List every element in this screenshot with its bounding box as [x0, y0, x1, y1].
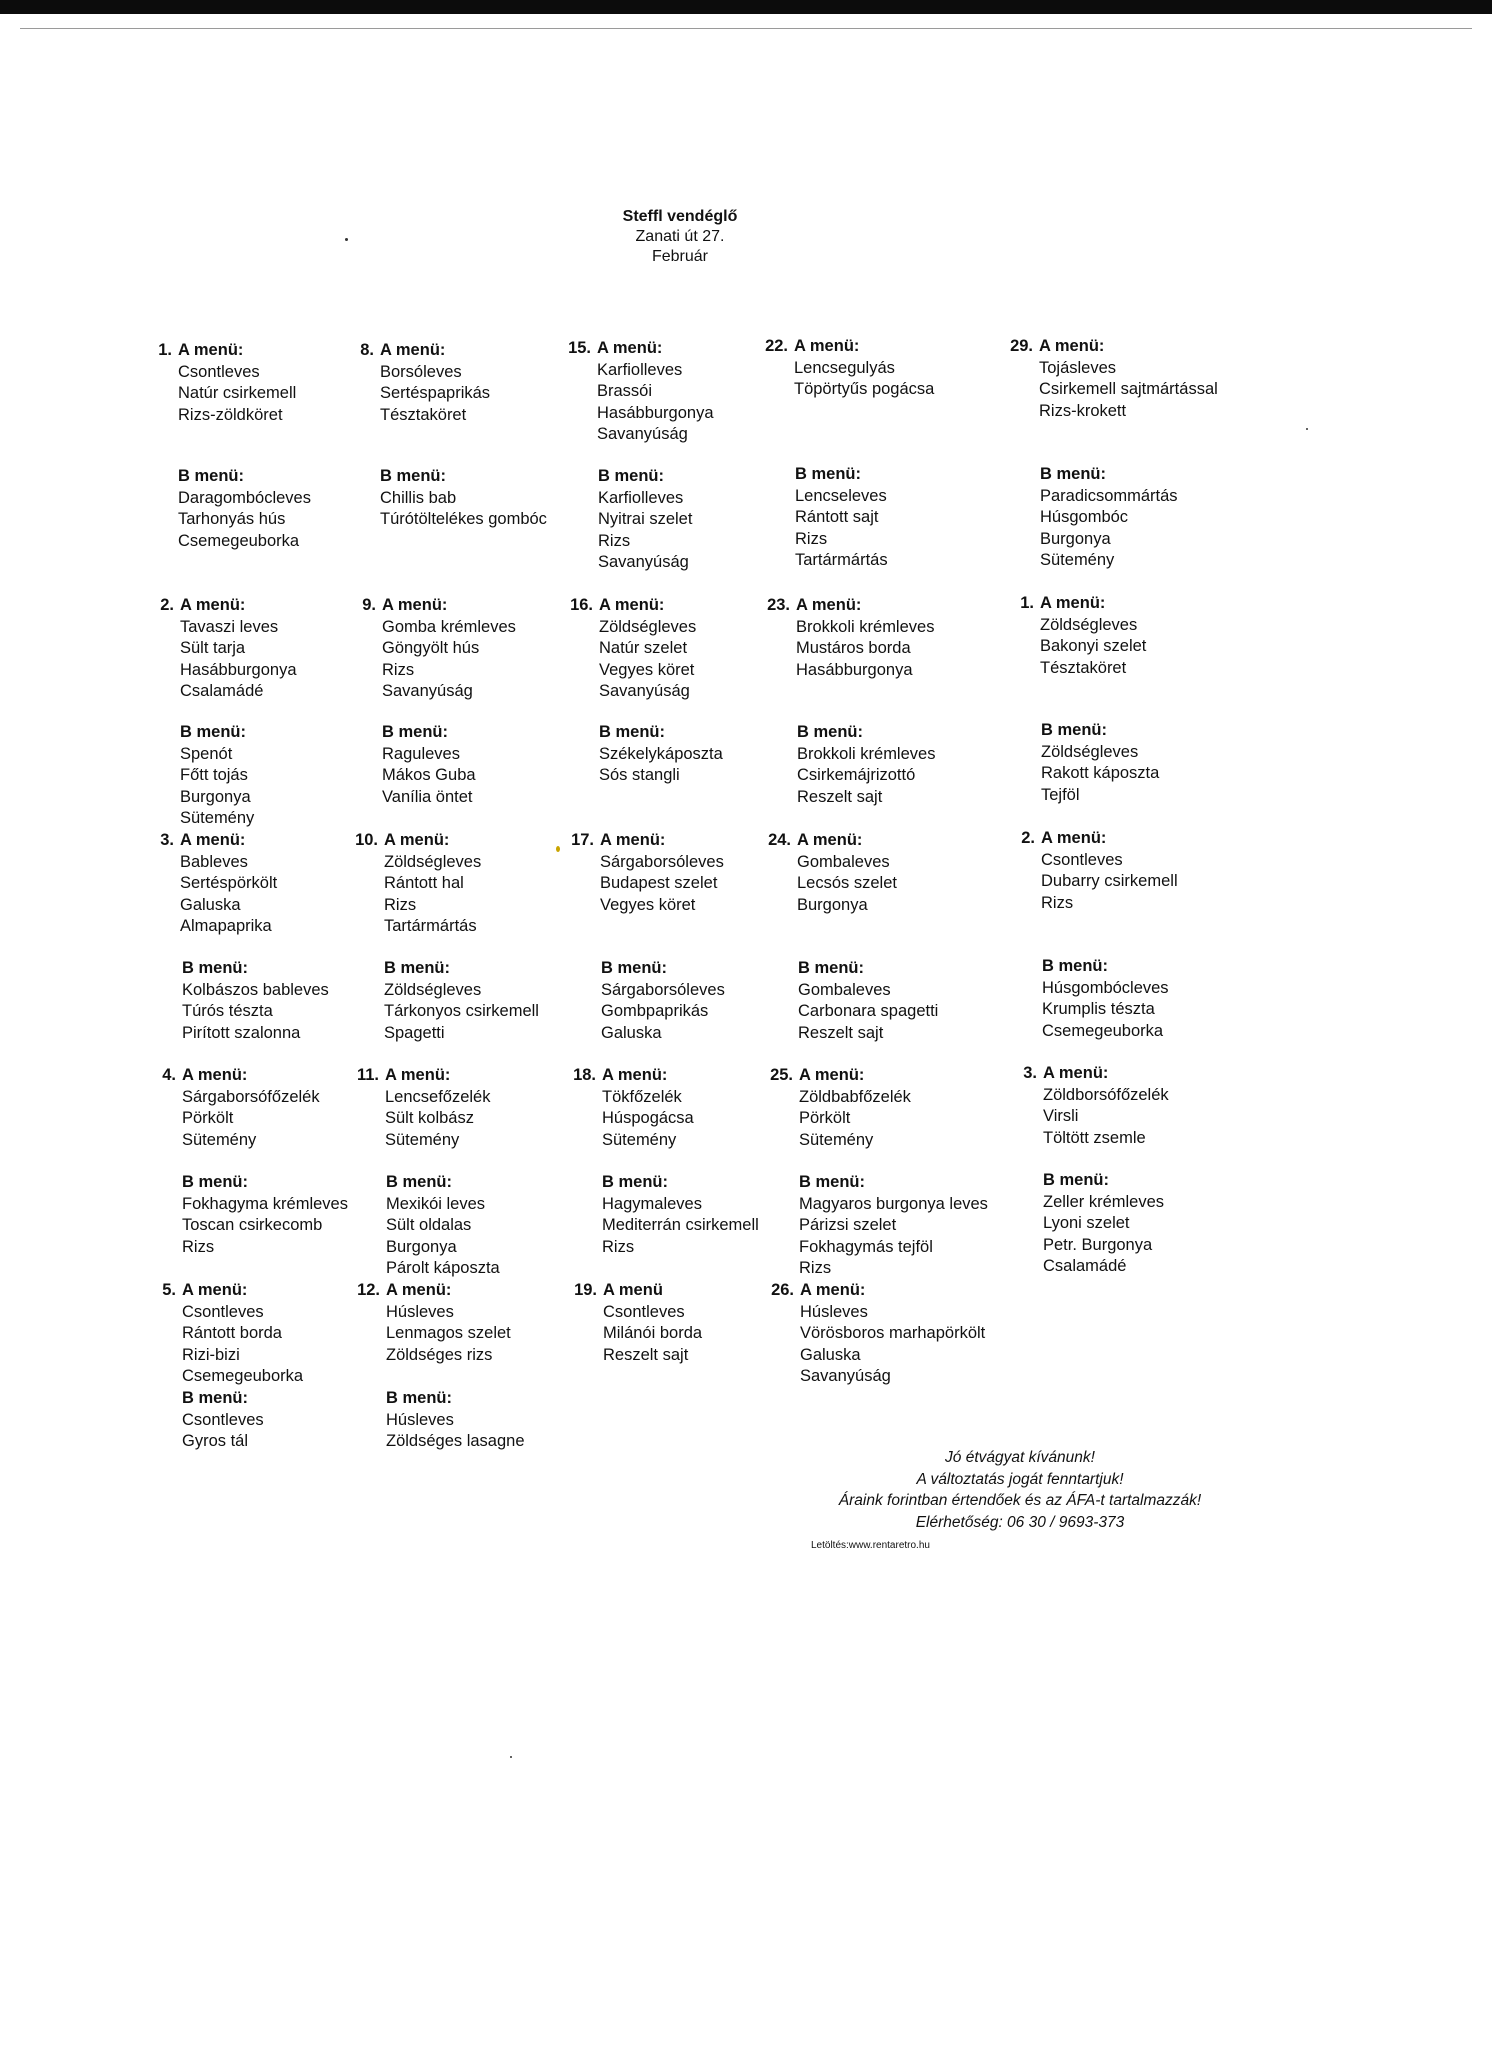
download-source: Letöltés:www.rentaretro.hu	[811, 1540, 930, 1551]
menu-heading: A menü:	[800, 1281, 866, 1299]
menu-entry	[798, 958, 1053, 1044]
menu-heading: B menü:	[382, 723, 448, 741]
day-number: 26.	[771, 1281, 794, 1299]
day-number: 3.	[160, 831, 174, 849]
dish-item: Kolbászos bableves	[182, 980, 329, 999]
dish-item: Krumplis tészta	[1042, 1000, 1155, 1018]
dish-item: Húsgombóc	[1040, 508, 1129, 526]
dish-item: Sült tarja	[180, 639, 246, 657]
menu-heading: B menü:	[599, 723, 665, 741]
dish-item: Budapest szelet	[600, 874, 718, 892]
dish-item: Pörkölt	[182, 1109, 234, 1127]
dish-item: Brokkoli krémleves	[796, 617, 935, 636]
dish-item: Savanyúság	[382, 682, 473, 700]
menu-heading: B menü:	[602, 1173, 668, 1191]
dish-item: Magyaros burgonya leves	[799, 1194, 988, 1213]
dish-item: Székelykáposzta	[599, 744, 723, 763]
menu-heading: A menü:	[599, 596, 665, 614]
menu-heading: B menü:	[178, 467, 244, 485]
dish-item: Chillis bab	[380, 488, 457, 507]
dish-item: Hagymaleves	[602, 1194, 702, 1213]
dish-item: Burgonya	[797, 895, 868, 914]
dish-item: Toscan csirkecomb	[182, 1216, 323, 1234]
day-number: 1.	[1020, 594, 1034, 612]
menu-entry	[795, 464, 1050, 572]
scan-speck	[345, 238, 348, 241]
menu-heading: B menü:	[1041, 721, 1107, 739]
footer-notes	[780, 1447, 1260, 1533]
menu-heading: B menü:	[380, 467, 446, 485]
dish-item: Reszelt sajt	[603, 1345, 689, 1364]
day-number: 17.	[571, 831, 594, 849]
dish-item: Spagetti	[384, 1023, 445, 1042]
dish-item: Göngyölt hús	[382, 639, 480, 657]
menu-heading: A menü:	[1039, 337, 1105, 355]
dish-item: Csalamádé	[1043, 1257, 1127, 1275]
dish-item: Sütemény	[180, 809, 255, 827]
dish-item: Rizs	[602, 1237, 635, 1256]
dish-item: Galuska	[800, 1345, 861, 1364]
dish-item: Milánói borda	[603, 1324, 703, 1342]
dish-item: Rizs	[799, 1259, 832, 1277]
dish-item: Tésztaköret	[1040, 658, 1127, 677]
menu-heading: A menü:	[382, 596, 448, 614]
menu-entry	[1040, 464, 1295, 572]
day-number: 4.	[162, 1066, 176, 1084]
dish-item: Zöldbabfőzelék	[799, 1087, 911, 1106]
dish-item: Mexikói leves	[386, 1194, 486, 1213]
menu-heading: A menü	[603, 1281, 663, 1299]
dish-item: Raguleves	[382, 744, 460, 763]
day-number: 8.	[360, 341, 374, 359]
dish-item: Sütemény	[1040, 551, 1115, 569]
dish-item: Húsleves	[386, 1410, 454, 1429]
dish-item: Sárgaborsóleves	[601, 980, 725, 999]
menu-entry	[771, 1280, 1055, 1388]
dish-item: Petr. Burgonya	[1043, 1235, 1153, 1254]
dish-item: Zöldséges lasagne	[386, 1432, 525, 1450]
dish-item: Karfiolleves	[598, 488, 684, 507]
dish-item: Túrótöltelékes gombóc	[380, 510, 547, 528]
dish-item: Töltött zsemle	[1043, 1128, 1146, 1147]
dish-item: Gombaleves	[798, 980, 891, 999]
dish-item: Csontleves	[182, 1302, 264, 1321]
dish-item: Fokhagyma krémleves	[182, 1194, 348, 1213]
dish-item: Gombpaprikás	[601, 1002, 709, 1020]
dish-item: Galuska	[601, 1023, 662, 1042]
dish-item: Zeller krémleves	[1043, 1192, 1165, 1211]
dish-item: Gomba krémleves	[382, 617, 516, 636]
dish-item: Carbonara spagetti	[798, 1002, 939, 1020]
menu-heading: A menü:	[797, 831, 863, 849]
day-number: 15.	[568, 339, 591, 357]
dish-item: Csemegeuborka	[182, 1367, 304, 1385]
menu-month: Február	[651, 248, 709, 265]
menu-heading: B menü:	[795, 465, 861, 483]
menu-heading: B menü:	[797, 723, 863, 741]
scan-speck	[556, 846, 560, 852]
menu-heading: B menü:	[1040, 465, 1106, 483]
dish-item: Mustáros borda	[796, 639, 911, 657]
scan-speck	[1306, 428, 1308, 430]
dish-item: Vegyes köret	[599, 660, 695, 679]
menu-heading: B menü:	[180, 723, 246, 741]
menu-entry	[799, 1172, 1054, 1280]
menu-entry	[1010, 336, 1294, 422]
dish-item: Tökfőzelék	[602, 1087, 682, 1106]
dish-item: Sült oldalas	[386, 1216, 472, 1234]
menu-heading: A menü:	[794, 337, 860, 355]
menu-heading: A menü:	[386, 1281, 452, 1299]
dish-item: Dubarry csirkemell	[1041, 872, 1178, 890]
menu-entry	[1023, 1063, 1298, 1149]
menu-heading: A menü:	[384, 831, 450, 849]
menu-heading: A menü:	[180, 831, 246, 849]
menu-heading: A menü:	[178, 341, 244, 359]
dish-item: Sertéspaprikás	[380, 384, 491, 402]
menu-entry	[797, 722, 1052, 808]
dish-item: Rizs	[1041, 893, 1074, 912]
dish-item: Vörösboros marhapörkölt	[800, 1324, 986, 1342]
dish-item: Virsli	[1043, 1107, 1079, 1125]
dish-item: Hasábburgonya	[597, 403, 714, 422]
dish-item: Lyoni szelet	[1043, 1214, 1130, 1232]
dish-item: Fokhagymás tejföl	[799, 1237, 933, 1256]
dish-item: Vanília öntet	[382, 787, 473, 806]
dish-item: Burgonya	[180, 787, 251, 806]
menu-heading: A menü:	[597, 339, 663, 357]
menu-entry	[1042, 956, 1297, 1042]
dish-item: Natúr szelet	[599, 639, 688, 657]
menu-entry	[1020, 593, 1295, 679]
dish-item: Rizs-zöldköret	[178, 405, 283, 424]
dish-item: Rizs-krokett	[1039, 401, 1127, 420]
menu-heading: A menü:	[182, 1281, 248, 1299]
dish-item: Csemegeuborka	[1042, 1021, 1164, 1040]
menu-heading: B menü:	[182, 1173, 248, 1191]
dish-item: Tésztaköret	[380, 405, 467, 424]
dish-item: Lecsós szelet	[797, 874, 897, 892]
dish-item: Sütemény	[602, 1130, 677, 1149]
dish-item: Csontleves	[603, 1302, 685, 1321]
menu-entry	[1043, 1170, 1298, 1278]
dish-item: Rizs	[795, 529, 828, 548]
dish-item: Lenmagos szelet	[386, 1324, 511, 1342]
menu-heading: A menü:	[1041, 829, 1107, 847]
dish-item: Zöldségleves	[1041, 742, 1139, 761]
menu-heading: A menü:	[796, 596, 862, 614]
dish-item: Sütemény	[385, 1130, 460, 1149]
dish-item: Burgonya	[1040, 529, 1111, 548]
footer-contact: Elérhetőség: 06 30 / 9693-373	[915, 1513, 1125, 1531]
menu-heading: B menü:	[1043, 1171, 1109, 1189]
menu-entry	[1041, 720, 1296, 806]
footer-price-notice: Áraink forintban értendőek és az ÁFA-t tartalmazzák!	[838, 1492, 1202, 1509]
dish-item: Reszelt sajt	[798, 1023, 884, 1042]
dish-item: Tavaszi leves	[180, 617, 279, 636]
dish-item: Húsgombócleves	[1042, 978, 1169, 997]
dish-item: Sült kolbász	[385, 1109, 474, 1127]
dish-item: Nyitrai szelet	[598, 510, 693, 528]
menu-heading: B menü:	[182, 959, 248, 977]
dish-item: Bableves	[180, 852, 248, 871]
dish-item: Savanyúság	[800, 1367, 891, 1385]
menu-heading: A menü:	[799, 1066, 865, 1084]
day-number: 12.	[357, 1281, 380, 1299]
dish-item: Hasábburgonya	[180, 660, 297, 679]
dish-item: Paradicsommártás	[1040, 486, 1178, 505]
dish-item: Főtt tojás	[180, 766, 248, 784]
dish-item: Almapaprika	[180, 917, 272, 935]
dish-item: Lencseleves	[795, 486, 887, 505]
footer-greeting: Jó étvágyat kívánunk!	[945, 1449, 1095, 1466]
dish-item: Zöldségleves	[1040, 615, 1138, 634]
day-number: 19.	[574, 1281, 597, 1299]
dish-item: Rizs	[384, 895, 417, 914]
dish-item: Zöldséges rizs	[386, 1345, 493, 1364]
menu-heading: B menü:	[598, 467, 664, 485]
dish-item: Tartármártás	[384, 917, 477, 935]
dish-item: Csalamádé	[180, 682, 264, 700]
day-number: 16.	[570, 596, 593, 614]
restaurant-address: Zanati út 27.	[635, 228, 725, 245]
dish-item: Bakonyi szelet	[1040, 637, 1147, 655]
dish-item: Daragombócleves	[178, 488, 311, 507]
menu-heading: A menü:	[385, 1066, 451, 1084]
dish-item: Pirított szalonna	[182, 1023, 301, 1042]
day-number: 9.	[362, 596, 376, 614]
menu-entry	[1021, 828, 1296, 914]
dish-item: Reszelt sajt	[797, 787, 883, 806]
dish-item: Párizsi szelet	[799, 1216, 897, 1234]
restaurant-name: Steffl vendéglő	[622, 208, 738, 225]
dish-item: Spenót	[180, 744, 233, 763]
menu-heading: A menü:	[600, 831, 666, 849]
dish-item: Tartármártás	[795, 551, 888, 569]
day-number: 11.	[356, 1066, 379, 1084]
dish-item: Mákos Guba	[382, 766, 476, 784]
dish-item: Savanyúság	[597, 425, 688, 443]
dish-item: Borsóleves	[380, 362, 462, 381]
dish-item: Töpörtyűs pogácsa	[794, 380, 935, 398]
day-number: 24.	[768, 831, 791, 849]
dish-item: Rántott sajt	[795, 508, 879, 526]
dish-item: Sárgaborsófőzelék	[182, 1087, 320, 1106]
menu-heading: A menü:	[182, 1066, 248, 1084]
dish-item: Húsleves	[386, 1302, 454, 1321]
menu-heading: A menü:	[180, 596, 246, 614]
menu-heading: B menü:	[1042, 957, 1108, 975]
dish-item: Csirkemell sajtmártással	[1039, 380, 1218, 398]
dish-item: Rántott hal	[384, 874, 464, 892]
dish-item: Mediterrán csirkemell	[602, 1216, 759, 1234]
dish-item: Rizi-bizi	[182, 1345, 240, 1364]
dish-item: Lencsegulyás	[794, 358, 895, 377]
dish-item: Sütemény	[799, 1130, 874, 1149]
dish-item: Rakott káposzta	[1041, 764, 1160, 782]
dish-item: Húsleves	[800, 1302, 868, 1321]
dish-item: Csontleves	[178, 362, 260, 381]
dish-item: Tejföl	[1041, 785, 1080, 804]
menu-heading: B menü:	[182, 1389, 248, 1407]
dish-item: Sütemény	[182, 1130, 257, 1149]
menu-heading: B menü:	[384, 959, 450, 977]
menu-heading: B menü:	[798, 959, 864, 977]
dish-item: Brokkoli krémleves	[797, 744, 936, 763]
dish-item: Csontleves	[182, 1410, 264, 1429]
dish-item: Sertéspörkölt	[180, 874, 278, 892]
menu-heading: A menü:	[602, 1066, 668, 1084]
day-number: 2.	[1021, 829, 1035, 847]
menu-entry	[386, 1388, 641, 1453]
dish-item: Pörkölt	[799, 1109, 851, 1127]
day-number: 18.	[573, 1066, 596, 1084]
dish-item: Savanyúság	[599, 682, 690, 700]
dish-item: Csemegeuborka	[178, 531, 300, 550]
dish-item: Sárgaborsóleves	[600, 852, 724, 871]
dish-item: Húspogácsa	[602, 1109, 694, 1127]
day-number: 10.	[355, 831, 378, 849]
dish-item: Zöldborsófőzelék	[1043, 1085, 1169, 1104]
dish-item: Rizs	[182, 1237, 215, 1256]
menu-heading: B menü:	[601, 959, 667, 977]
restaurant-header	[600, 207, 760, 267]
dish-item: Hasábburgonya	[796, 660, 913, 679]
dish-item: Rizs	[382, 660, 415, 679]
dish-item: Tarhonyás hús	[178, 510, 286, 528]
day-number: 23.	[767, 596, 790, 614]
scan-speck	[510, 1756, 512, 1758]
menu-heading: A menü:	[1040, 594, 1106, 612]
dish-item: Lencsefőzelék	[385, 1087, 491, 1106]
dish-item: Csirkemájrizottó	[797, 766, 916, 784]
dish-item: Tojásleves	[1039, 358, 1117, 377]
dish-item: Gombaleves	[797, 852, 890, 871]
dish-item: Natúr csirkemell	[178, 384, 297, 402]
scan-line	[20, 28, 1472, 29]
dish-item: Zöldségleves	[599, 617, 697, 636]
scan-top-edge	[0, 0, 1492, 14]
day-number: 29.	[1010, 337, 1033, 355]
dish-item: Tárkonyos csirkemell	[384, 1002, 539, 1020]
menu-heading: B menü:	[799, 1173, 865, 1191]
dish-item: Rántott borda	[182, 1324, 282, 1342]
dish-item: Csontleves	[1041, 850, 1123, 869]
dish-item: Vegyes köret	[600, 895, 696, 914]
day-number: 5.	[162, 1281, 176, 1299]
menu-entry	[380, 466, 635, 531]
dish-item: Párolt káposzta	[386, 1259, 500, 1277]
day-number: 25.	[770, 1066, 793, 1084]
menu-heading: B menü:	[386, 1389, 452, 1407]
dish-item: Zöldségleves	[384, 852, 482, 871]
menu-heading: A menü:	[380, 341, 446, 359]
day-number: 1.	[158, 341, 172, 359]
dish-item: Galuska	[180, 895, 241, 914]
dish-item: Rizs	[598, 531, 631, 550]
dish-item: Burgonya	[386, 1237, 457, 1256]
menu-heading: A menü:	[1043, 1064, 1109, 1082]
menu-heading: B menü:	[386, 1173, 452, 1191]
day-number: 2.	[160, 596, 174, 614]
dish-item: Karfiolleves	[597, 360, 683, 379]
dish-item: Brassói	[597, 382, 653, 400]
day-number: 22.	[765, 337, 788, 355]
dish-item: Túrós tészta	[182, 1002, 273, 1020]
dish-item: Zöldségleves	[384, 980, 482, 999]
day-number: 3.	[1023, 1064, 1037, 1082]
dish-item: Sós stangli	[599, 766, 680, 784]
footer-change-notice: A változtatás jogát fenntartjuk!	[916, 1470, 1124, 1488]
dish-item: Gyros tál	[182, 1432, 249, 1450]
dish-item: Savanyúság	[598, 553, 689, 571]
